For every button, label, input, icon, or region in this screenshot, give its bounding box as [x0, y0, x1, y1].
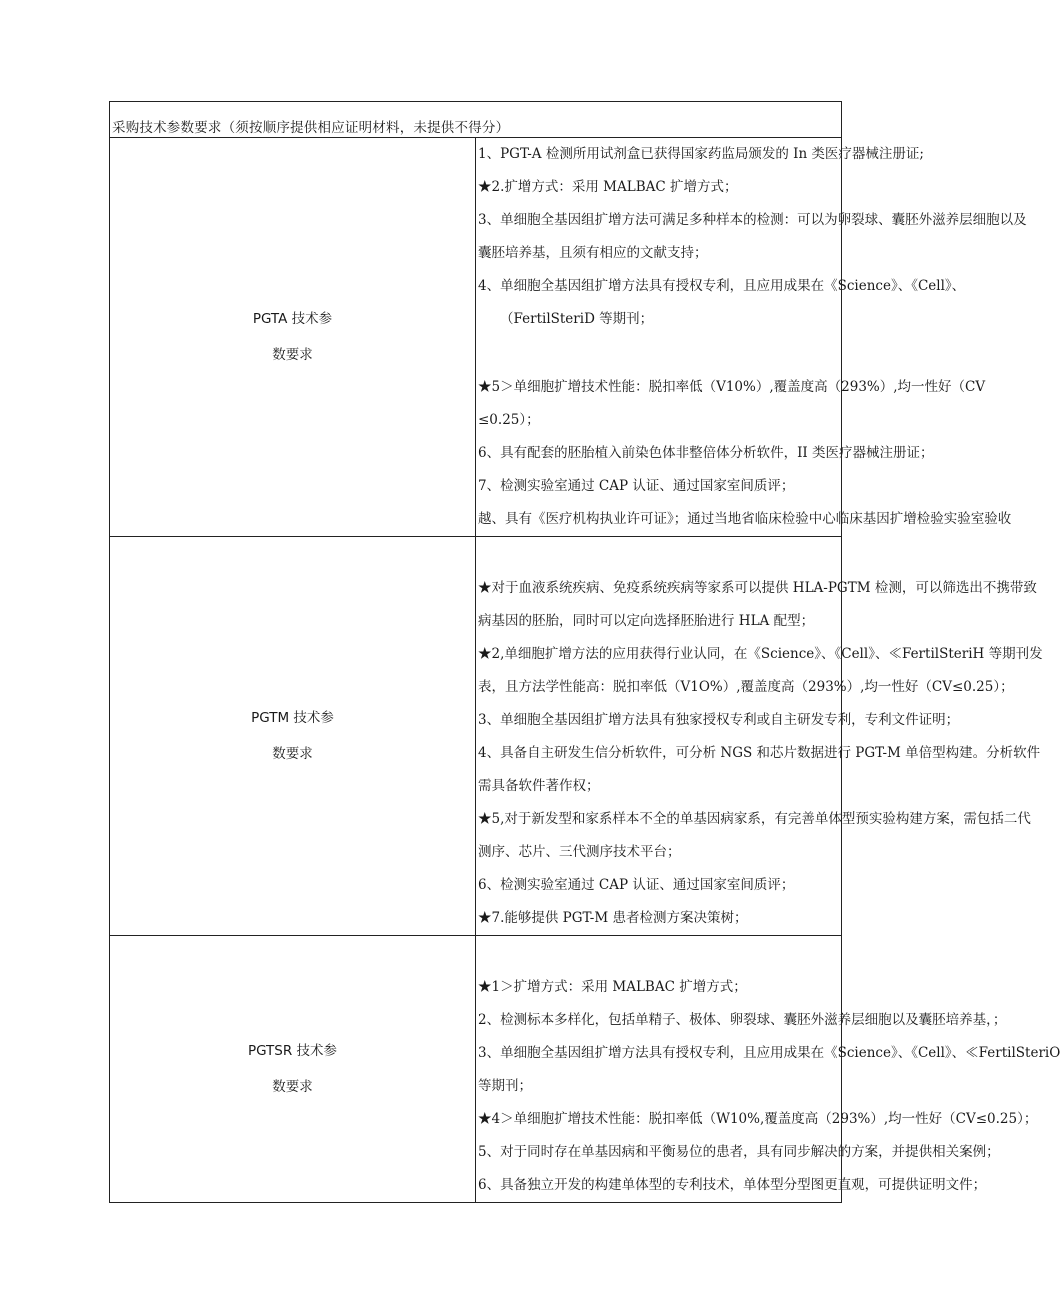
procurement-spec-table: [109, 101, 1060, 1203]
spacer: [478, 936, 841, 971]
label-line: 数要求: [272, 347, 313, 363]
requirement-line: 3、单细胞全基因组扩增方法可满足多种样本的检测：可以为卵裂球、囊胚外滋养层细胞以及: [478, 212, 1027, 228]
requirement-line: ★2.扩增方式：采用 MALBAC 扩增方式；: [478, 179, 738, 195]
requirement-line: 2、检测标本多样化，包括单精子、极体、卵裂球、囊胚外滋养层细胞以及囊胚培养基，；: [478, 1012, 1007, 1028]
requirement-line: ★7.能够提供 PGT-M 患者检测方案决策树；: [478, 910, 748, 926]
section-label-pgta: [110, 138, 476, 537]
requirement-line: （FertilSteriD 等期刊；: [500, 311, 654, 327]
section-label-pgtm: [110, 537, 476, 936]
label-line: 数要求: [272, 746, 313, 762]
requirement-line: ★4＞单细胞扩增技术性能：脱扣率低（W10%,覆盖度高（293%）,均一性好（CV≤0.25）；: [478, 1111, 1038, 1127]
requirement-line: ★对于血液系统疾病、免疫系统疾病等家系可以提供 HLA-PGTM 检测，可以筛选出不携带致: [478, 580, 1037, 596]
spacer: [478, 336, 841, 371]
requirement-line: 囊胚培养基，且须有相应的文献支持；: [478, 245, 708, 261]
requirement-line: 7、检测实验室通过 CAP 认证、通过国家室间质评；: [478, 478, 795, 494]
label-line: PGTM 技术参: [251, 710, 334, 726]
section-row-pgta: [110, 138, 842, 537]
spacer: [478, 537, 841, 572]
requirement-line: ★5,对于新发型和家系样本不全的单基因病家系，有完善单体型预实验构建方案，需包括二代: [478, 811, 1031, 827]
header-row: [110, 102, 842, 138]
label-line: 数要求: [272, 1079, 313, 1095]
label-line: PGTSR 技术参: [247, 1043, 338, 1059]
section-content-pgtsr: [476, 936, 1060, 1203]
requirement-line: 1、PGT-A 检测所用试剂盒已获得国家药监局颁发的 In 类医疗器械注册证;: [478, 146, 924, 162]
requirement-line: ≤0.25）；: [478, 412, 540, 428]
requirement-line: 等期刊；: [478, 1078, 532, 1094]
table-header: 采购技术参数要求（须按顺序提供相应证明材料，未提供不得分）: [110, 102, 842, 138]
label-line: PGTA 技术参: [252, 311, 333, 327]
requirement-line: 表，且方法学性能高：脱扣率低（V1O%）,覆盖度高（293%）,均一性好（CV≤0.25）；: [478, 679, 1014, 695]
section-label-pgtsr: [110, 936, 476, 1203]
requirement-line: 3、单细胞全基因组扩增方法具有授权专利，且应用成果在《Science》、《Cell》、≪FertilSteriO: [478, 1045, 1060, 1061]
requirement-line: ★2,单细胞扩增方法的应用获得行业认同，在《Science》、《Cell》、≪FertilSteriH 等期刊发: [478, 646, 1043, 662]
requirement-line: 5、对于同时存在单基因病和平衡易位的患者，具有同步解决的方案，并提供相关案例；: [478, 1144, 1000, 1160]
requirement-line: 需具备软件著作权；: [478, 778, 600, 794]
section-row-pgtm: [110, 537, 842, 936]
requirement-line: 4、单细胞全基因组扩增方法具有授权专利，且应用成果在《Science》、《Cell》、: [478, 278, 966, 294]
requirement-line: ★5＞单细胞扩增技术性能：脱扣率低（V10%）,覆盖度高（293%）,均一性好（CV: [478, 379, 986, 395]
section-content-pgtm: [476, 537, 1043, 936]
requirement-line: 3、单细胞全基因组扩增方法具有独家授权专利或自主研发专利，专利文件证明；: [478, 712, 960, 728]
requirement-line: 测序、芯片、三代测序技术平台；: [478, 844, 681, 860]
requirement-line: ★1＞扩增方式：采用 MALBAC 扩增方式；: [478, 979, 747, 995]
section-content-pgta: [476, 138, 1027, 537]
requirement-line: 4、具备自主研发生信分析软件，可分析 NGS 和芯片数据进行 PGT-M 单倍型构建。分析软件: [478, 745, 1041, 761]
section-row-pgtsr: [110, 936, 842, 1203]
requirement-line: 6、具备独立开发的构建单体型的专利技术，单体型分型图更直观，可提供证明文件；: [478, 1177, 987, 1193]
requirement-line: 6、检测实验室通过 CAP 认证、通过国家室间质评；: [478, 877, 795, 893]
requirement-line: 6、具有配套的胚胎植入前染色体非整倍体分析软件，II 类医疗器械注册证；: [478, 445, 934, 461]
requirement-line: 越、具有《医疗机构执业许可证》；通过当地省临床检验中心临床基因扩增检验实验室验收: [478, 511, 1012, 527]
requirement-line: 病基因的胚胎，同时可以定向选择胚胎进行 HLA 配型；: [478, 613, 815, 629]
